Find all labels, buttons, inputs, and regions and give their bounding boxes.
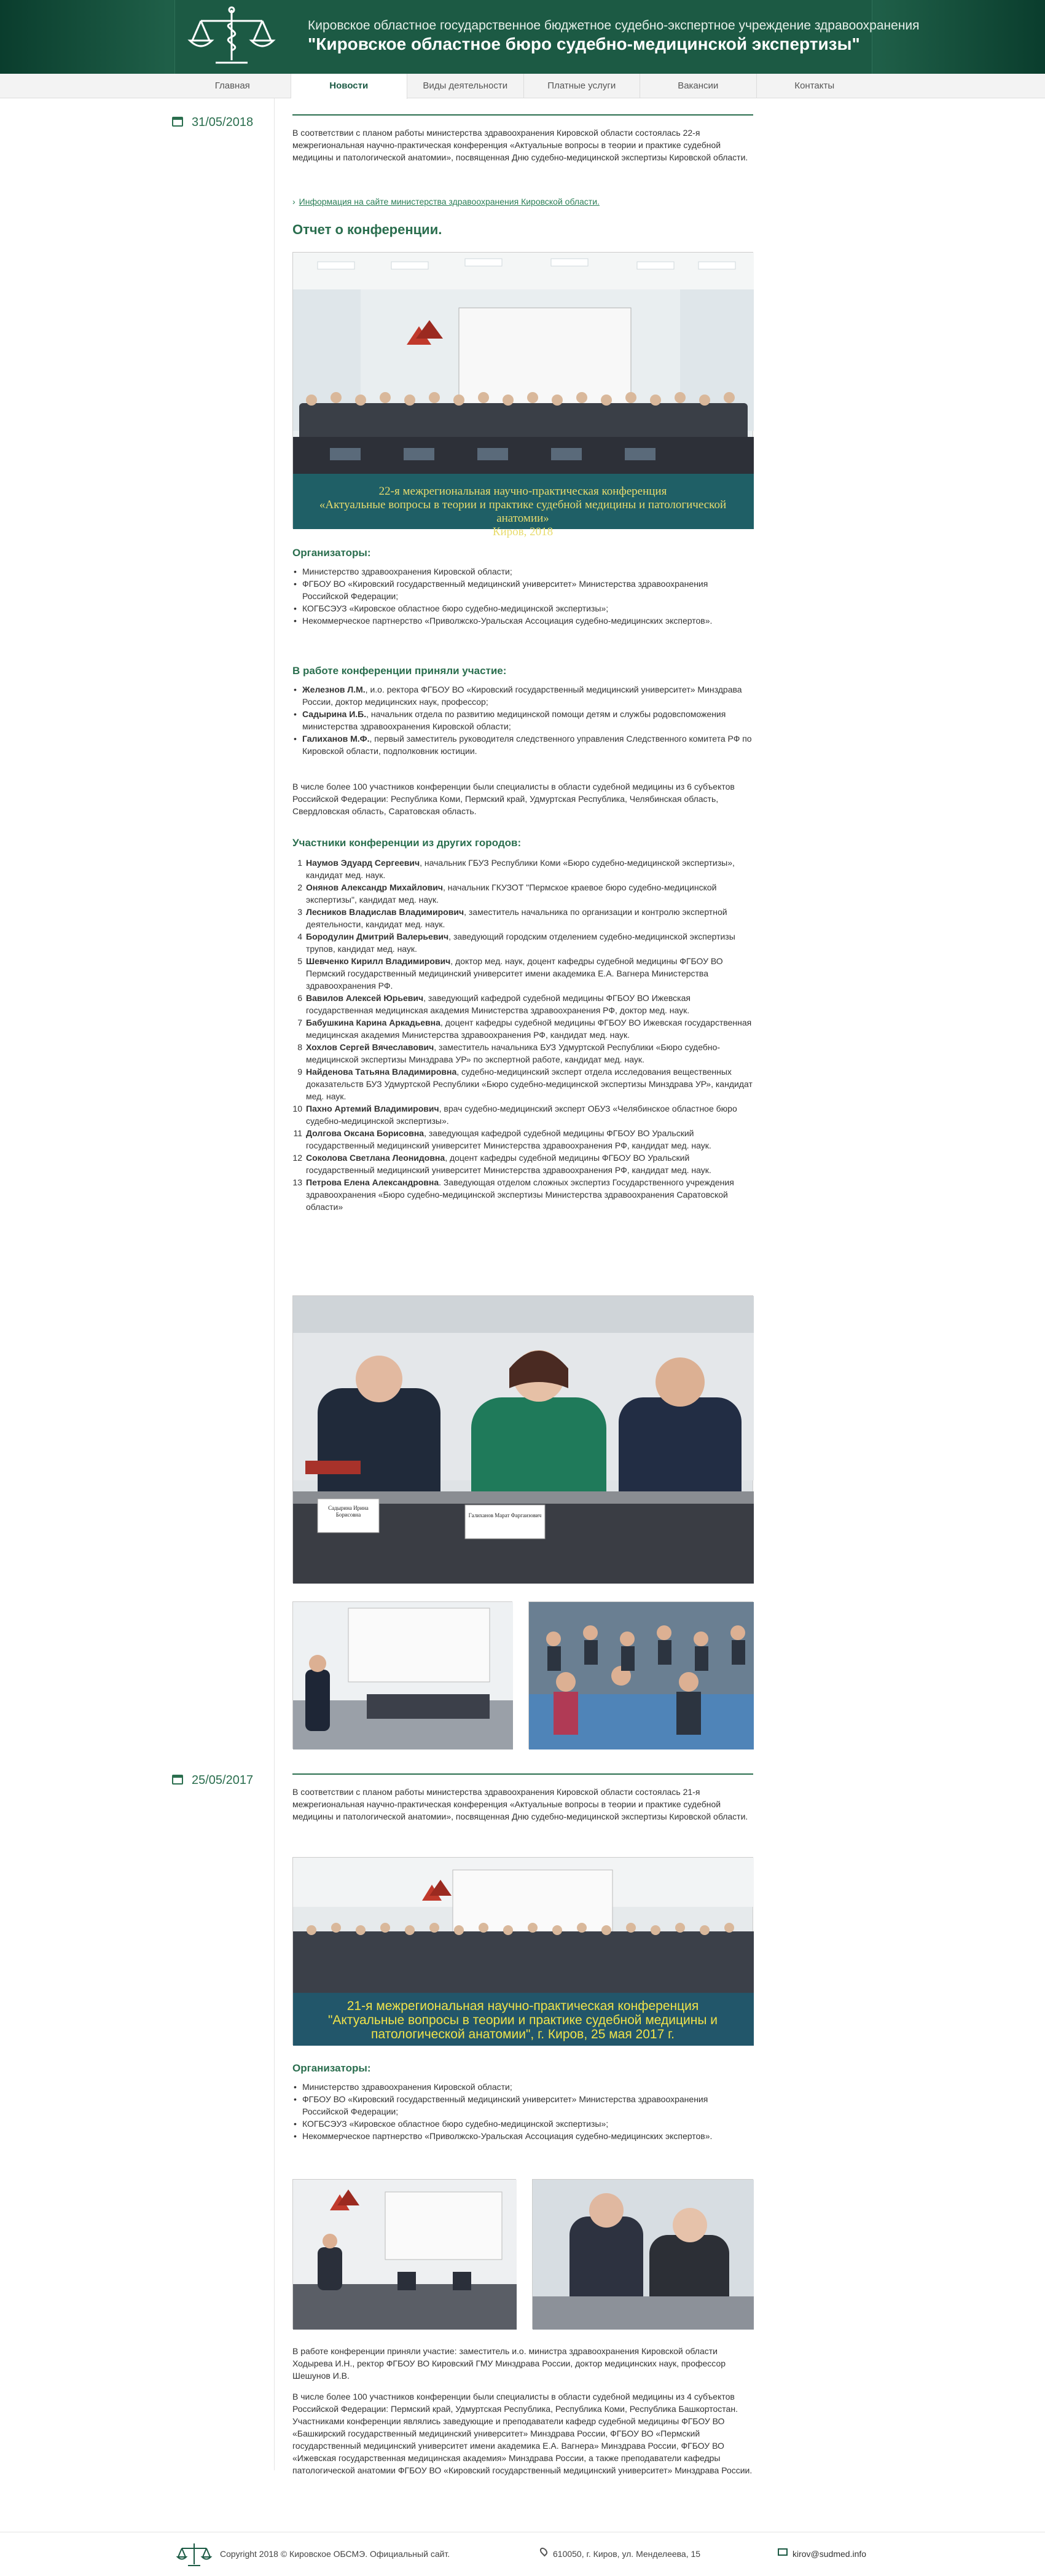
post-date xyxy=(172,1773,253,1788)
group-photo-2017-banner xyxy=(293,1999,753,2041)
participant-name: Петрова Елена Александровна xyxy=(306,1177,439,1187)
post-date-text: 25/05/2017 xyxy=(192,1773,254,1787)
list-item: • Министерство здравоохранения Кировской области; xyxy=(292,2081,753,2093)
nameplate-center: Галиханов Марат Фаргаизович xyxy=(468,1512,542,1518)
banner-line-1: 21-я межрегиональная научно-практическая конференция xyxy=(346,1999,699,2013)
nav-vacancies[interactable]: Вакансии xyxy=(640,74,757,98)
participants-2017-block xyxy=(292,2345,753,2382)
list-item: 7 Бабушкина Карина Аркадьевна, доцент кафедры судебной медицины ФГБОУ ВО Ижевская государственная медицинская академия Министерства здравоохранения РФ, кандидат мед. наук. xyxy=(297,1018,752,1040)
participant-role: , судебно-медицинский эксперт отдела исследования вещественных доказательств БУЗ Удмуртской Республики «Бюро судебно-медицинской экспертизы Минздрава УР», кандидат мед. наук. xyxy=(306,1067,753,1101)
list-item: 3 Лесников Владислав Владимирович, заместитель начальника по организации и контролю экспертной деятельности, кандидат мед. наук. xyxy=(297,907,727,929)
other-cities-section xyxy=(292,837,753,1213)
list-item: • КОГБСЭУЗ «Кировское областное бюро судебно-медицинской экспертизы»; xyxy=(292,602,753,615)
conference-group-photo-2017[interactable] xyxy=(292,1857,753,2045)
ministry-link-row xyxy=(292,195,753,208)
participant-role: , врач судебно-медицинский эксперт ОБУЗ «Челябинское областное бюро судебно-медицинской экспертизы». xyxy=(306,1104,737,1126)
participant-role: , доцент кафедры судебной медицины ФГБОУ ВО Ижевская государственная медицинская академия Министерства здравоохранения РФ, кандидат мед. наук. xyxy=(306,1018,752,1040)
banner-line-1: 22-я межрегиональная научно-практическая конференция xyxy=(378,485,667,498)
bureau-name: "Кировское областное бюро судебно-медицинской экспертизы" xyxy=(308,34,860,53)
list-item: 10 Пахно Артемий Владимирович, врач судебно-медицинский эксперт ОБУЗ «Челябинское областное бюро судебно-медицинской экспертизы». xyxy=(292,1104,737,1126)
banner-line-2: "Актуальные вопросы в теории и практике судебной медицины и патологической анатомии", г. Киров, 25 мая 2017 г. xyxy=(327,2013,718,2041)
main-nav xyxy=(0,74,1045,98)
post-date-text: 31/05/2018 xyxy=(192,116,254,129)
speaker-photo-image xyxy=(293,1602,513,1749)
list-item: • Министерство здравоохранения Кировской области; xyxy=(292,565,753,578)
post-intro: В соответствии с планом работы министерства здравоохранения Кировской области состоялась 22-я межрегиональная научно-практическая конференция «Актуальные вопросы в теории и практике судебной медицины и патологической анатомии», посвященная Дню судебно-медицинской экспертизы Кировской области. xyxy=(292,128,748,162)
participants-section xyxy=(292,665,753,757)
attendance-text: В числе более 100 участников конференции были специалисты в области судебной медицины из 6 субъектов Российской Федерации: Республика Коми, Пермский край, Удмуртская Республика, Челябинская область, Свердловская область, Саратовская область. xyxy=(292,782,735,816)
participant-name: Бородулин Дмитрий Валерьевич xyxy=(306,932,449,941)
mail-icon xyxy=(778,2548,788,2556)
post-date xyxy=(172,116,253,130)
presidium-photo-2017[interactable] xyxy=(292,2179,516,2329)
list-item: • Некоммерческое партнерство «Приволжско-Уральская Ассоциация судебно-медицинских экспертов». xyxy=(292,615,753,627)
organizers-title: Организаторы: xyxy=(292,547,371,559)
list-item: 12 Соколова Светлана Леонидовна, доцент кафедры судебной медицины ФГБОУ ВО Уральский государственный медицинский университет Министерства здравоохранения РФ, кандидат мед. наук. xyxy=(292,1153,711,1175)
participant-role: , заведующий кафедрой судебной медицины ФГБОУ ВО Ижевская государственная медицинская академия Министерства здравоохранения РФ, доктор мед. наук. xyxy=(306,993,691,1015)
nameplate-left: Садырина Ирина Борисовна xyxy=(328,1505,369,1518)
participant-name: Вавилов Алексей Юрьевич xyxy=(306,993,424,1003)
list-item xyxy=(292,708,753,732)
participant-name: Железнов Л.М. xyxy=(302,685,366,694)
group-photo-banner xyxy=(293,485,753,539)
participant-role: . Заведующая отделом сложных экспертиз Государственного учреждения здравоохранения «Бюро судебно-медицинской экспертизы Министерства здравоохранения Саратовской области» xyxy=(306,1177,734,1212)
participant-name: Наумов Эдуард Сергеевич xyxy=(306,858,420,868)
speaker-photo[interactable] xyxy=(292,1601,512,1749)
participant-name: Садырина И.Б. xyxy=(302,709,367,719)
calendar-icon xyxy=(172,1775,183,1785)
list-item: 4 Бородулин Дмитрий Валерьевич, заведующий городским отделением судебно-медицинской экспертизы трупов, кандидат мед. наук. xyxy=(297,932,735,954)
list-item: 1 Наумов Эдуард Сергеевич, начальник ГБУЗ Республики Коми «Бюро судебно-медицинской экспертизы», кандидат мед. наук. xyxy=(297,858,735,880)
participant-role: , заместитель начальника по организации и контролю экспертной деятельности, кандидат мед. наук. xyxy=(306,907,727,929)
organizers-section xyxy=(292,547,753,627)
site-header xyxy=(0,0,1045,74)
list-item: 5 Шевченко Кирилл Владимирович, доктор мед. наук, доцент кафедры судебной медицины ФГБОУ ВО Пермский государственный медицинский университет имени академика Е.А. Вагнера Министерства здравоохранения РФ. xyxy=(297,956,723,991)
copyright: Copyright 2018 © Кировское ОБСМЭ. Официальный сайт. xyxy=(220,2549,450,2559)
nav-news[interactable]: Новости xyxy=(291,74,408,99)
participants-text: В работе конференции приняли участие: заместитель и.о. министра здравоохранения Кировской области Ходырева И.Н., ректор ФГБОУ ВО Кировский ГМУ Минздрава России, доктор медицинских наук, профессор Шешунов И.В. xyxy=(292,2346,726,2381)
footer-address: 610050, г. Киров, ул. Менделеева, 15 xyxy=(553,2549,701,2559)
logo-scales-icon[interactable] xyxy=(182,5,281,69)
post-separator xyxy=(292,114,753,116)
map-pin-icon xyxy=(539,2547,549,2557)
org-full-name: Кировское областное государственное бюджетное судебно-экспертное учреждение здравоохранения xyxy=(308,18,920,33)
list-item: 13 Петрова Елена Александровна. Заведующая отделом сложных экспертиз Государственного учреждения здравоохранения «Бюро судебно-медицинской экспертизы Министерства здравоохранения Саратовской области» xyxy=(292,1177,734,1212)
list-item: • Некоммерческое партнерство «Приволжско-Уральская Ассоциация судебно-медицинских экспертов». xyxy=(292,2130,753,2142)
participant-role: , начальник ГБУЗ Республики Коми «Бюро судебно-медицинской экспертизы», кандидат мед. наук. xyxy=(306,858,735,880)
attendance-text: В числе более 100 участников конференции были специалисты в области судебной медицины из 4 субъектов Российской Федерации: Пермский край, Удмуртская Республика, Республика Коми, Республика Башкортостан. Участниками конференции являлись заведующие и преподаватели кафедр судебной медицины ФГБОУ ВО «Башкирский государственный медицинский университет» Минздрава России, ФГБОУ ВО «Пермский государственный медицинский университет имени академика Е.А. Вагнера» Минздрава России, ФГБОУ ВО «Ижевская государственная медицинская академия» Минздрава России, а также преподаватели кафедры патологической анатомии ФГБОУ ВО «Кировский государственный медицинский университет» Минздрава России. xyxy=(292,2392,753,2475)
presidium-photo-image xyxy=(293,1296,754,1584)
speakers-photo-2017[interactable] xyxy=(532,2179,753,2329)
audience-photo-image xyxy=(529,1602,754,1749)
list-item xyxy=(292,732,753,757)
audience-photo[interactable] xyxy=(528,1601,753,1749)
post-separator xyxy=(292,1773,753,1775)
participant-role: , заместитель начальника БУЗ Удмуртской Республики «Бюро судебно-медицинской экспертизы Минздрава УР» по экспертной работе, кандидат мед. наук. xyxy=(306,1042,721,1064)
post-intro: В соответствии с планом работы министерства здравоохранения Кировской области состоялась 21-я межрегиональная научно-практическая конференция «Актуальные вопросы в теории и практике судебной медицины и патологической анатомии», посвященная Дню судебно-медицинской экспертизы Кировской области. xyxy=(292,1787,748,1821)
participant-name: Галиханов М.Ф. xyxy=(302,734,370,744)
participant-name: Лесников Владислав Владимирович xyxy=(306,907,464,917)
list-item: • ФГБОУ ВО «Кировский государственный медицинский университет» Министерства здравоохранения Российской Федерации; xyxy=(292,2093,753,2118)
nav-home[interactable]: Главная xyxy=(174,74,291,98)
ministry-link[interactable]: Информация на сайте министерства здравоохранения Кировской области. xyxy=(299,197,600,206)
chevron-right-icon: › xyxy=(292,197,295,206)
organizers-title: Организаторы: xyxy=(292,2062,371,2074)
nav-activities[interactable]: Виды деятельности xyxy=(407,74,524,98)
presidium-photo[interactable] xyxy=(292,1295,753,1583)
report-title: Отчет о конференции. xyxy=(292,222,442,237)
participants-title: В работе конференции приняли участие: xyxy=(292,665,507,677)
participant-name: Бабушкина Карина Аркадьевна xyxy=(306,1018,440,1027)
participant-name: Пахно Артемий Владимирович xyxy=(306,1104,439,1113)
banner-line-2: «Актуальные вопросы в теории и практике судебной медицины и патологической анатомии» xyxy=(319,498,727,525)
list-item: 2 Онянов Александр Михайлович, начальник ГКУЗОТ "Пермское краевое бюро судебно-медицинской экспертизы", кандидат мед. наук. xyxy=(297,882,717,905)
participant-role: , и.о. ректора ФГБОУ ВО «Кировский государственный медицинский университет» Минздрава России, доктор медицинских наук, профессор; xyxy=(302,685,742,707)
participant-role: , доктор мед. наук, доцент кафедры судебной медицины ФГБОУ ВО Пермский государственный медицинский университет имени академика Е.А. Вагнера Министерства здравоохранения РФ. xyxy=(306,956,723,991)
participant-name: Онянов Александр Михайлович xyxy=(306,882,444,892)
post-intro-block xyxy=(292,127,753,163)
participant-name: Соколова Светлана Леонидовна xyxy=(306,1153,445,1163)
site-footer xyxy=(0,2532,1045,2575)
conference-group-photo[interactable] xyxy=(292,252,753,538)
participant-role: , начальник ГКУЗОТ "Пермское краевое бюро судебно-медицинской экспертизы", кандидат мед. наук. xyxy=(306,882,717,905)
participant-role: , первый заместитель руководителя следственного управления Следственного комитета РФ по Кировской области, подполковник юстиции. xyxy=(302,734,752,756)
participant-role: , заведующая кафедрой судебной медицины ФГБОУ ВО Уральский государственный медицинский университет Министерства здравоохранения РФ, кандидат мед. наук. xyxy=(306,1128,711,1150)
footer-email-link[interactable]: kirov@sudmed.info xyxy=(793,2549,867,2559)
list-item: • ФГБОУ ВО «Кировский государственный медицинский университет» Министерства здравоохранения Российской Федерации; xyxy=(292,578,753,602)
banner-line-3: Киров, 2018 xyxy=(492,525,554,538)
list-item: 8 Хохлов Сергей Вячеславович, заместитель начальника БУЗ Удмуртской Республики «Бюро судебно-медицинской экспертизы Минздрава УР» по экспертной работе, кандидат мед. наук. xyxy=(297,1042,721,1064)
footer-logo-icon[interactable] xyxy=(176,2541,213,2568)
list-item xyxy=(292,683,753,708)
list-item: 6 Вавилов Алексей Юрьевич, заведующий кафедрой судебной медицины ФГБОУ ВО Ижевская государственная медицинская академия Министерства здравоохранения РФ, доктор мед. наук. xyxy=(297,993,691,1015)
nav-paid-services[interactable]: Платные услуги xyxy=(524,74,641,98)
participant-role: , доцент кафедры судебной медицины ФГБОУ ВО Уральский государственный медицинский университет Министерства здравоохранения РФ, кандидат мед. наук. xyxy=(306,1153,711,1175)
participant-role: , начальник отдела по развитию медицинской помощи детям и службы родовспоможения министерства здравоохранения Кировской области; xyxy=(302,709,726,731)
other-cities-title: Участники конференции из других городов: xyxy=(292,837,522,849)
participant-name: Хохлов Сергей Вячеславович xyxy=(306,1042,434,1052)
list-item: 9 Найденова Татьяна Владимировна, судебно-медицинский эксперт отдела исследования вещественных доказательств БУЗ Удмуртской Республики «Бюро судебно-медицинской экспертизы Минздрава УР», кандидат мед. наук. xyxy=(297,1067,753,1101)
attendance-block xyxy=(292,780,753,817)
participant-name: Найденова Татьяна Владимировна xyxy=(306,1067,457,1077)
nav-contacts[interactable]: Контакты xyxy=(794,80,835,91)
list-item: • КОГБСЭУЗ «Кировское областное бюро судебно-медицинской экспертизы»; xyxy=(292,2118,753,2130)
participant-name: Долгова Оксана Борисовна xyxy=(306,1128,425,1138)
report-title-block xyxy=(292,224,753,236)
organizers-section xyxy=(292,2062,753,2142)
participant-role: , заведующий городским отделением судебно-медицинской экспертизы трупов, кандидат мед. наук. xyxy=(306,932,735,954)
list-item: 11 Долгова Оксана Борисовна, заведующая кафедрой судебной медицины ФГБОУ ВО Уральский государственный медицинский университет Министерства здравоохранения РФ, кандидат мед. наук. xyxy=(293,1128,711,1150)
content-divider xyxy=(274,98,275,2470)
presidium-2017-image xyxy=(293,2180,517,2330)
post-intro-block xyxy=(292,1786,753,1823)
calendar-icon xyxy=(172,117,183,127)
attendance-2017-block xyxy=(292,2390,753,2476)
participant-name: Шевченко Кирилл Владимирович xyxy=(306,956,451,966)
speakers-2017-image xyxy=(533,2180,754,2330)
